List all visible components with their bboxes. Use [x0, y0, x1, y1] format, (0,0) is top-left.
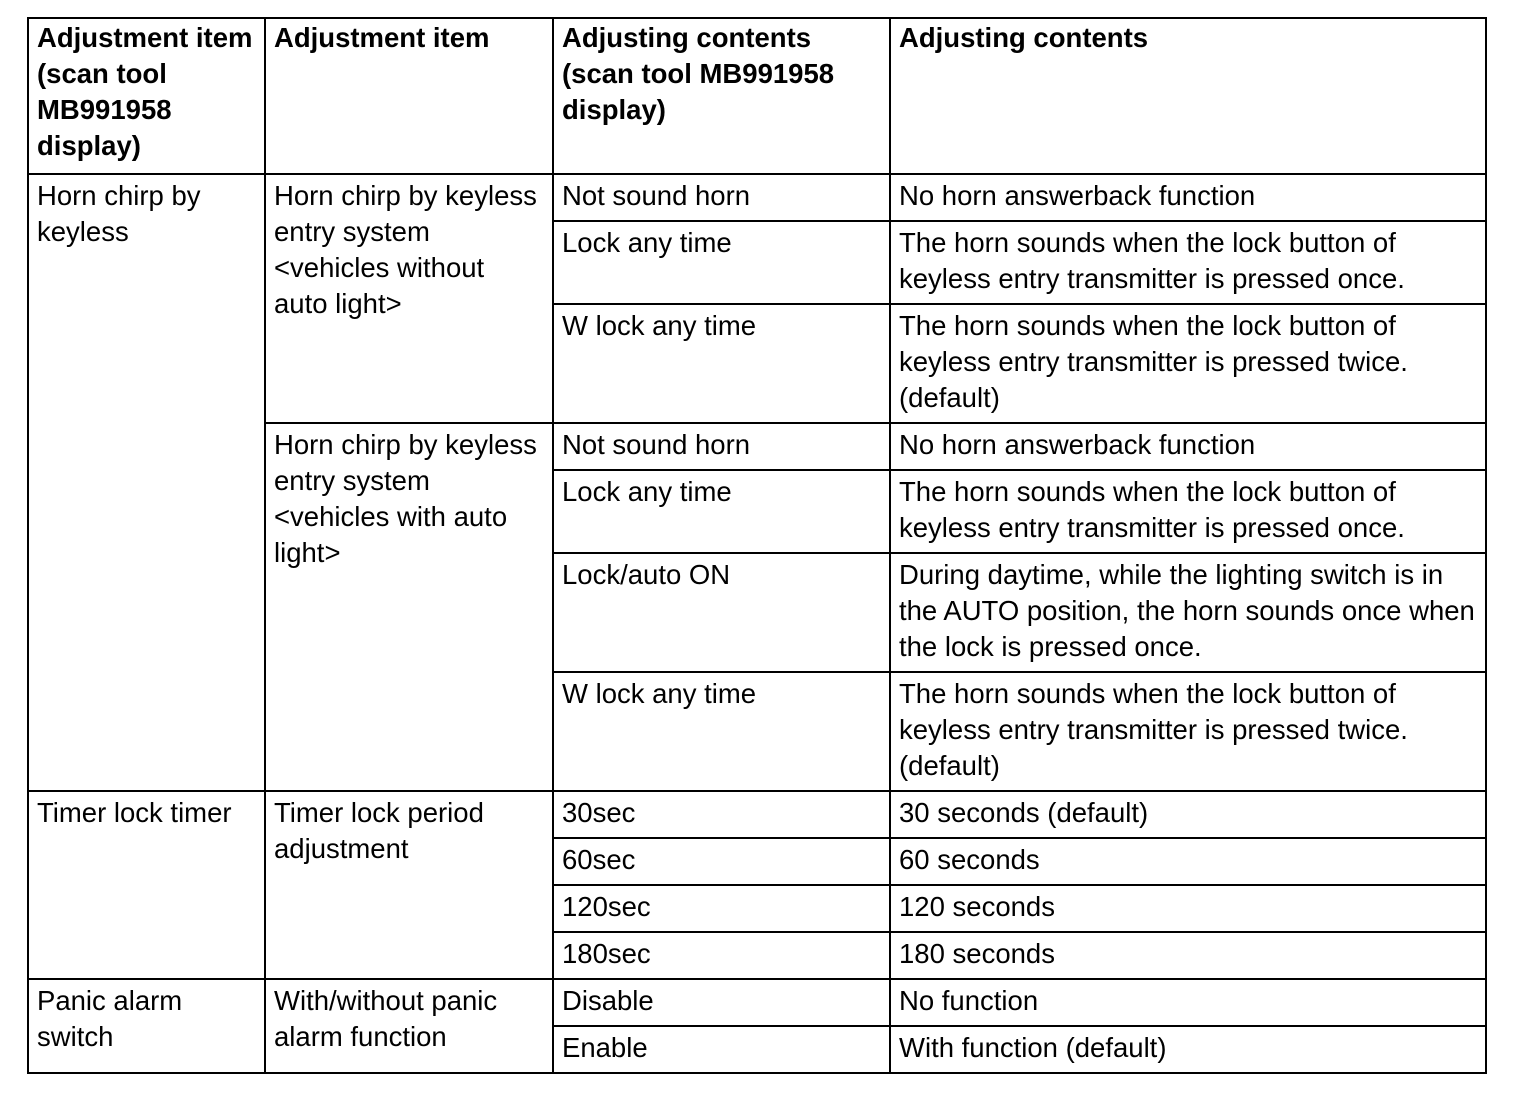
subitem-horn-chirp-with-auto-light: Horn chirp by keyless entry system <vehicles with auto light> [265, 423, 553, 791]
display-cell: 120sec [553, 885, 890, 932]
content-cell: During daytime, while the lighting switch is in the AUTO position, the horn sounds once when the lock is pressed once. [890, 553, 1486, 672]
content-cell: 120 seconds [890, 885, 1486, 932]
display-cell: Lock any time [553, 470, 890, 553]
group-panic-alarm-item: Panic alarm switch [28, 979, 265, 1073]
header-adjusting-contents: Adjusting contents [890, 18, 1486, 174]
display-cell: Lock/auto ON [553, 553, 890, 672]
display-cell: 30sec [553, 791, 890, 838]
header-adjustment-item-scan-tool: Adjustment item (scan tool MB991958 display) [28, 18, 265, 174]
header-adjusting-contents-scan-tool: Adjusting contents (scan tool MB991958 display) [553, 18, 890, 174]
content-cell: No function [890, 979, 1486, 1026]
content-cell: The horn sounds when the lock button of keyless entry transmitter is pressed twice. (default) [890, 304, 1486, 423]
display-cell: Enable [553, 1026, 890, 1073]
table-header-row [28, 18, 1486, 174]
content-cell: With function (default) [890, 1026, 1486, 1073]
display-cell: W lock any time [553, 672, 890, 791]
content-cell: No horn answerback function [890, 174, 1486, 221]
content-cell: No horn answerback function [890, 423, 1486, 470]
group-timer-lock-item: Timer lock timer [28, 791, 265, 979]
table-row [28, 979, 1486, 1026]
content-cell: 60 seconds [890, 838, 1486, 885]
subitem-timer-lock-period: Timer lock period adjustment [265, 791, 553, 979]
display-cell: Not sound horn [553, 423, 890, 470]
content-cell: 180 seconds [890, 932, 1486, 979]
table-row [28, 174, 1486, 221]
content-cell: The horn sounds when the lock button of keyless entry transmitter is pressed once. [890, 470, 1486, 553]
display-cell: 180sec [553, 932, 890, 979]
header-adjustment-item: Adjustment item [265, 18, 553, 174]
display-cell: W lock any time [553, 304, 890, 423]
content-cell: 30 seconds (default) [890, 791, 1486, 838]
display-cell: 60sec [553, 838, 890, 885]
display-cell: Lock any time [553, 221, 890, 304]
content-cell: The horn sounds when the lock button of keyless entry transmitter is pressed once. [890, 221, 1486, 304]
group-horn-chirp-item: Horn chirp by keyless [28, 174, 265, 791]
table-row [28, 791, 1486, 838]
adjustment-table [27, 17, 1487, 1074]
subitem-panic-alarm-function: With/without panic alarm function [265, 979, 553, 1073]
subitem-horn-chirp-without-auto-light: Horn chirp by keyless entry system <vehicles without auto light> [265, 174, 553, 423]
display-cell: Not sound horn [553, 174, 890, 221]
content-cell: The horn sounds when the lock button of keyless entry transmitter is pressed twice. (default) [890, 672, 1486, 791]
display-cell: Disable [553, 979, 890, 1026]
